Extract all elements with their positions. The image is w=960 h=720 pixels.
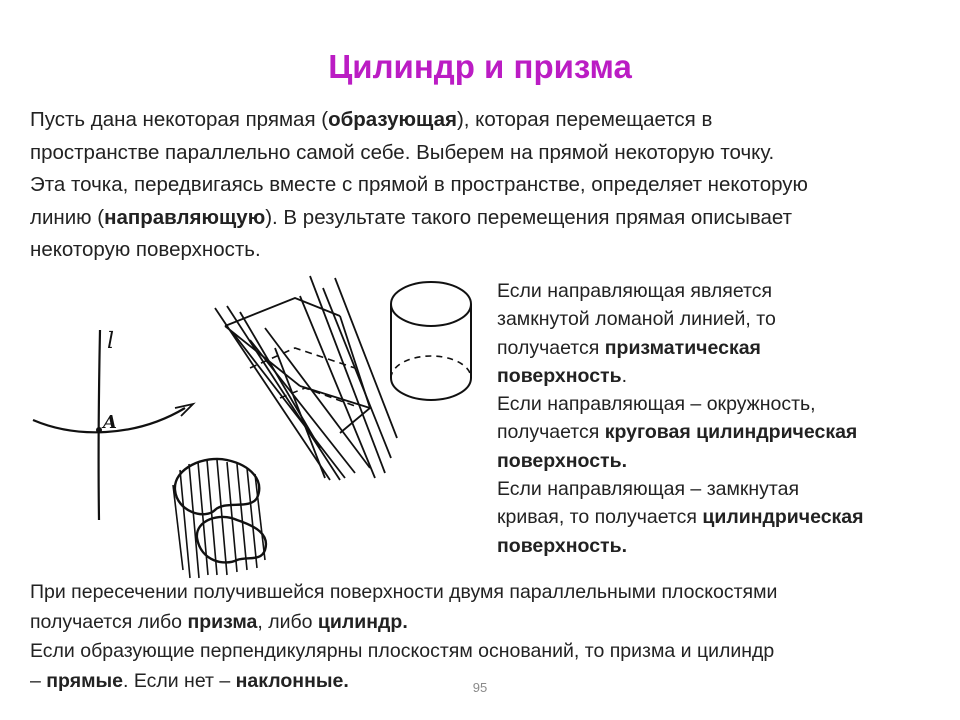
point-a-dot bbox=[96, 427, 102, 433]
intro-line-1: Пусть дана некоторая прямая (образующая), которая перемещается в bbox=[30, 108, 713, 131]
generatrix-line-l bbox=[99, 330, 100, 520]
bottom-line-4: – прямые. Если нет – наклонные. bbox=[30, 669, 349, 692]
right-line-1: Если направляющая является bbox=[497, 280, 773, 302]
line-label-l: l bbox=[107, 329, 115, 354]
direction-arrow bbox=[175, 404, 193, 416]
cylindrical-surface-drawing bbox=[165, 450, 280, 580]
intro-line-5: некоторую поверхность. bbox=[30, 238, 261, 261]
page-number: 95 bbox=[472, 680, 488, 695]
term-surface-1: поверхность bbox=[497, 364, 622, 387]
term-oblique: наклонные. bbox=[235, 669, 349, 692]
right-line-8: Если направляющая – замкнутая bbox=[497, 478, 800, 501]
term-generatrix: образующая bbox=[328, 108, 457, 131]
circular-cylinder-drawing bbox=[385, 278, 485, 413]
intro-line-3: Эта точка, передвигаясь вместе с прямой в пространстве, определяет некоторую bbox=[30, 173, 808, 196]
right-line-7 bbox=[497, 447, 952, 475]
term-cylindrical: цилиндрическая bbox=[702, 506, 864, 529]
right-line-4: поверхность. bbox=[497, 364, 628, 387]
point-label-a: A bbox=[103, 412, 117, 433]
right-line-3: получается призматическая bbox=[497, 336, 761, 359]
term-prism: призма bbox=[187, 610, 258, 633]
term-right: прямые bbox=[46, 669, 123, 692]
bottom-line-1: При пересечении получившейся поверхности двумя параллельными плоскостями bbox=[30, 581, 778, 603]
right-line-6: получается круговая цилиндрическая bbox=[497, 421, 858, 444]
bottom-line-3: Если образующие перпендикулярны плоскостям оснований, то призма и цилиндр bbox=[30, 640, 775, 662]
term-cylinder: цилиндр. bbox=[317, 610, 408, 633]
right-line-9: кривая, то получается цилиндрическая bbox=[497, 506, 864, 529]
term-surface-3: поверхность. bbox=[497, 534, 627, 557]
bottom-line-2: получается либо призма, либо цилиндр. bbox=[30, 610, 408, 633]
conclusion-paragraph bbox=[30, 578, 955, 696]
intro-line-4: линию (направляющую). В результате такого перемещения прямая описывает bbox=[30, 205, 792, 229]
intro-paragraph bbox=[30, 104, 950, 267]
page-title: Цилиндр и призма bbox=[328, 48, 632, 85]
intro-line-2: пространстве параллельно самой себе. Выберем на прямой некоторую точку. bbox=[30, 140, 775, 164]
term-directrix: направляющую bbox=[104, 205, 266, 229]
right-line-5: Если направляющая – окружность, bbox=[497, 393, 816, 416]
right-line-2: замкнутой ломаной линией, то bbox=[497, 308, 776, 331]
surface-types-text bbox=[497, 277, 952, 560]
term-prismatic: призматическая bbox=[604, 336, 761, 359]
term-surface-2: поверхность. bbox=[497, 449, 627, 472]
term-circular-cylindrical: круговая цилиндрическая bbox=[604, 421, 858, 444]
right-line-10 bbox=[497, 532, 952, 560]
